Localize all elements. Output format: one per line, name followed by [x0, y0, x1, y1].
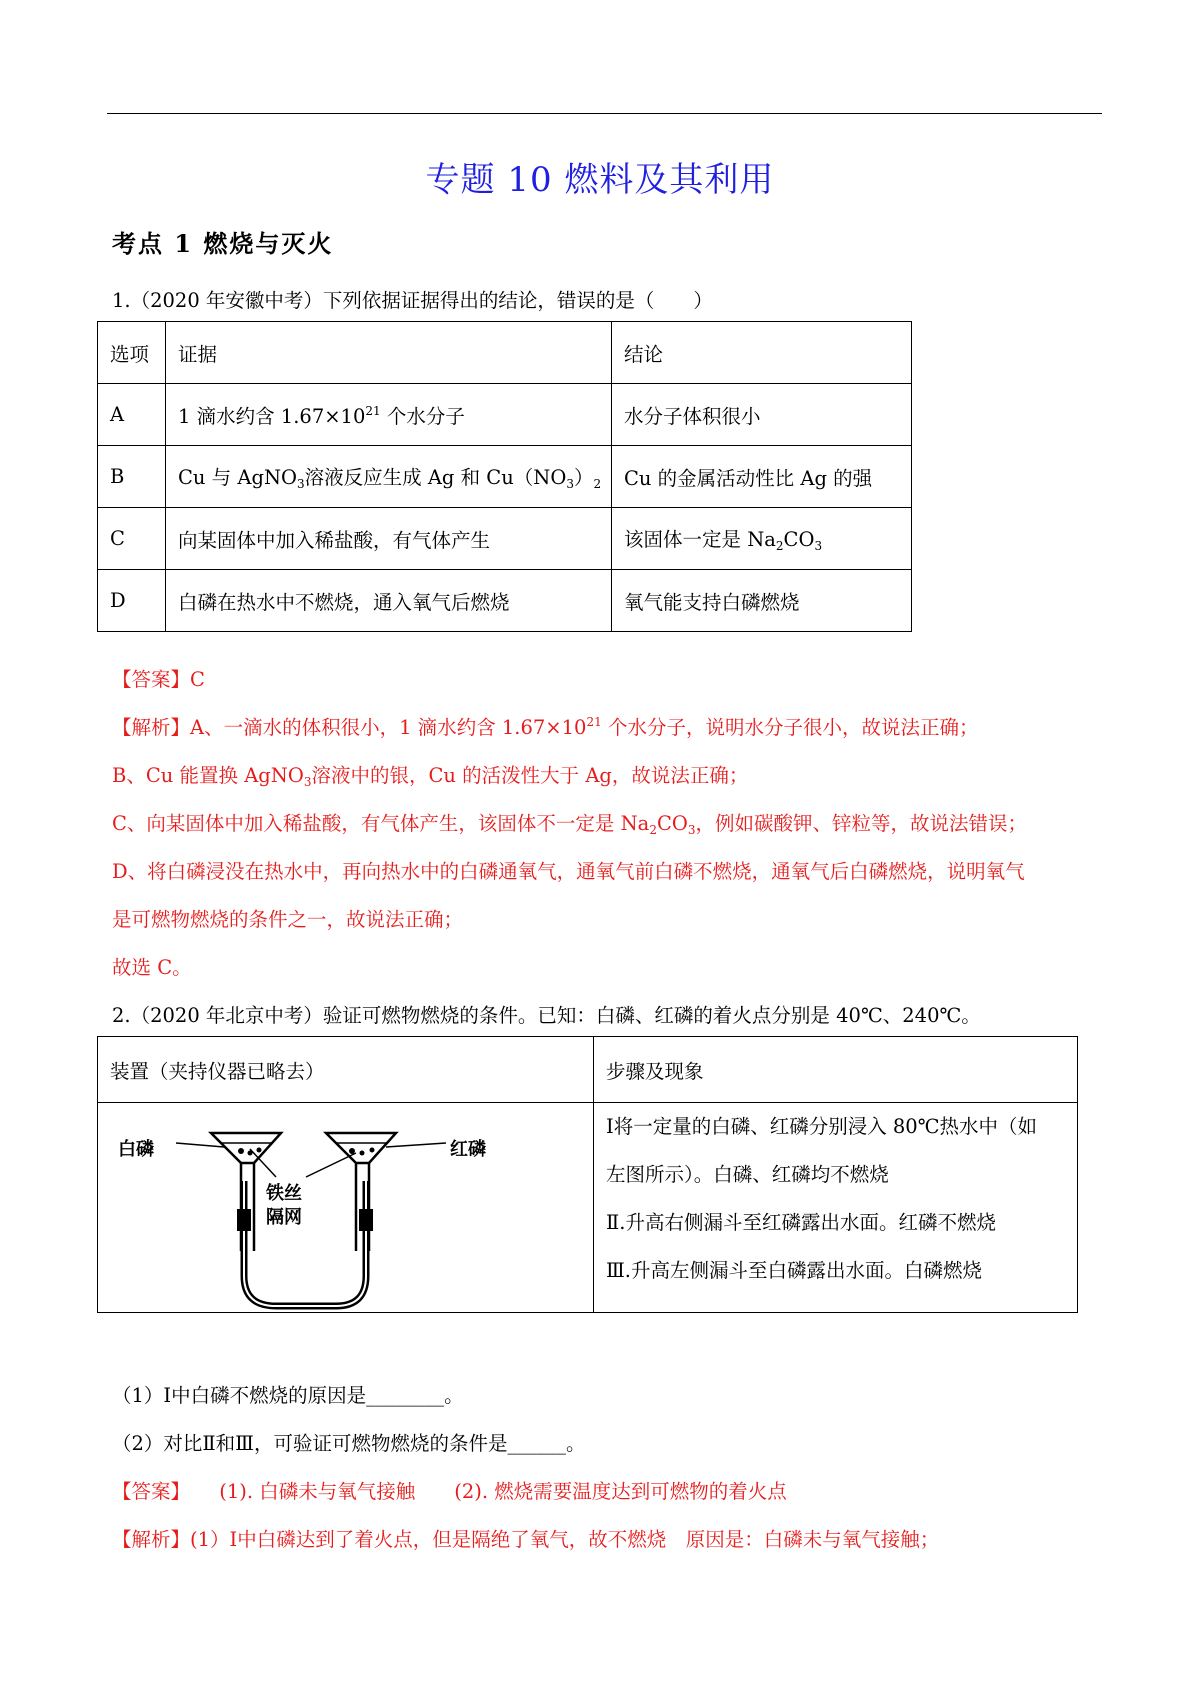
q2-sub2: （2）对比Ⅱ和Ⅲ，可验证可燃物燃烧的条件是______。: [112, 1432, 586, 1455]
q1-analysis-line: C、向某固体中加入稀盐酸，有气体产生，该固体不一定是 $Na_2CO_3$，例如碳酸钾、锌粒等，故说法错误；: [112, 812, 1028, 837]
label-red-phosphorus: 红磷: [450, 1139, 486, 1160]
step-line: 左图所示）。白磷、红磷均不燃烧: [606, 1163, 889, 1186]
q1-analysis-line: 【解析】A、一滴水的体积很小，1 滴水约含 $1.67\times 10^{21}$ 个水分子，说明水分子很小，故说法正确；: [112, 715, 979, 739]
table-row: [98, 322, 912, 384]
label-white-phosphorus: 白磷: [118, 1139, 154, 1160]
table-row: [98, 446, 912, 508]
table-row: [98, 384, 912, 446]
q2-answer: 【答案】 (1). 白磷未与氧气接触 (2). 燃烧需要温度达到可燃物的着火点: [112, 1480, 787, 1503]
table-row: [98, 1103, 1078, 1313]
header-cell: 结论: [612, 322, 912, 384]
header-cell: 选项: [98, 322, 166, 384]
q2-table: [97, 1036, 1078, 1313]
header-cell: 步骤及现象: [594, 1037, 1078, 1103]
step-line: Ⅱ.升高右侧漏斗至红磷露出水面。红磷不燃烧: [606, 1211, 996, 1234]
section-heading: 考点 1 燃烧与灭火: [112, 229, 334, 258]
q1-analysis-line: 故选 C。: [112, 956, 192, 979]
conclusion-cell: 该固体一定是 $Na_2CO_3$: [612, 508, 912, 570]
steps-cell: [594, 1103, 1078, 1313]
header-cell: 装置（夹持仪器已略去）: [98, 1037, 594, 1103]
option-cell: B: [98, 446, 166, 508]
q1-table: [97, 321, 912, 632]
table-row: [98, 508, 912, 570]
evidence-cell: Cu 与 AgNO$_3$溶液反应生成 Ag 和 $Cu(NO_3)_2$: [166, 446, 612, 508]
q2-stem: 2.（2020 年北京中考）验证可燃物燃烧的条件。已知：白磷、红磷的着火点分别是 40℃、240℃。: [112, 1004, 981, 1027]
q2-sub1: （1）Ⅰ中白磷不燃烧的原因是________。: [112, 1384, 464, 1407]
q1-analysis-line: B、Cu 能置换 AgNO$_3$溶液中的银，Cu 的活泼性大于 Ag，故说法正确；: [112, 764, 749, 789]
q1-answer: 【答案】C: [112, 668, 205, 691]
option-cell: D: [98, 570, 166, 632]
table-row: [98, 570, 912, 632]
evidence-cell: 1 滴水约含 $1.67\times 10^{21}$ 个水分子: [166, 384, 612, 446]
step-line: Ⅲ.升高左侧漏斗至白磷露出水面。白磷燃烧: [606, 1259, 983, 1282]
option-cell: A: [98, 384, 166, 446]
header-cell: 证据: [166, 322, 612, 384]
table-row: [98, 1037, 1078, 1103]
conclusion-cell: 氧气能支持白磷燃烧: [612, 570, 912, 632]
evidence-cell: 白磷在热水中不燃烧，通入氧气后燃烧: [166, 570, 612, 632]
q2-analysis: 【解析】(1）Ⅰ中白磷达到了着火点，但是隔绝了氧气，故不燃烧 原因是：白磷未与氧气接触；: [112, 1528, 940, 1551]
label-wire: 铁丝: [266, 1183, 302, 1204]
apparatus-cell: [98, 1103, 594, 1313]
q1-analysis-line: D、将白磷浸没在热水中，再向热水中的白磷通氧气，通氧气前白磷不燃烧，通氧气后白磷燃烧，说明氧气: [112, 860, 1025, 883]
q1-stem: 1.（2020 年安徽中考）下列依据证据得出的结论，错误的是（ ）: [112, 289, 713, 312]
evidence-cell: 向某固体中加入稀盐酸，有气体产生: [166, 508, 612, 570]
step-line: Ⅰ将一定量的白磷、红磷分别浸入 80℃热水中（如: [606, 1115, 1038, 1138]
page-title: 专题 10 燃料及其利用: [425, 160, 775, 200]
q1-analysis-line: 是可燃物燃烧的条件之一，故说法正确；: [112, 908, 464, 931]
header-rule: [107, 113, 1102, 114]
conclusion-cell: Cu 的金属活动性比 Ag 的强: [612, 446, 912, 508]
option-cell: C: [98, 508, 166, 570]
conclusion-cell: 水分子体积很小: [612, 384, 912, 446]
label-mesh: 隔网: [266, 1207, 302, 1228]
